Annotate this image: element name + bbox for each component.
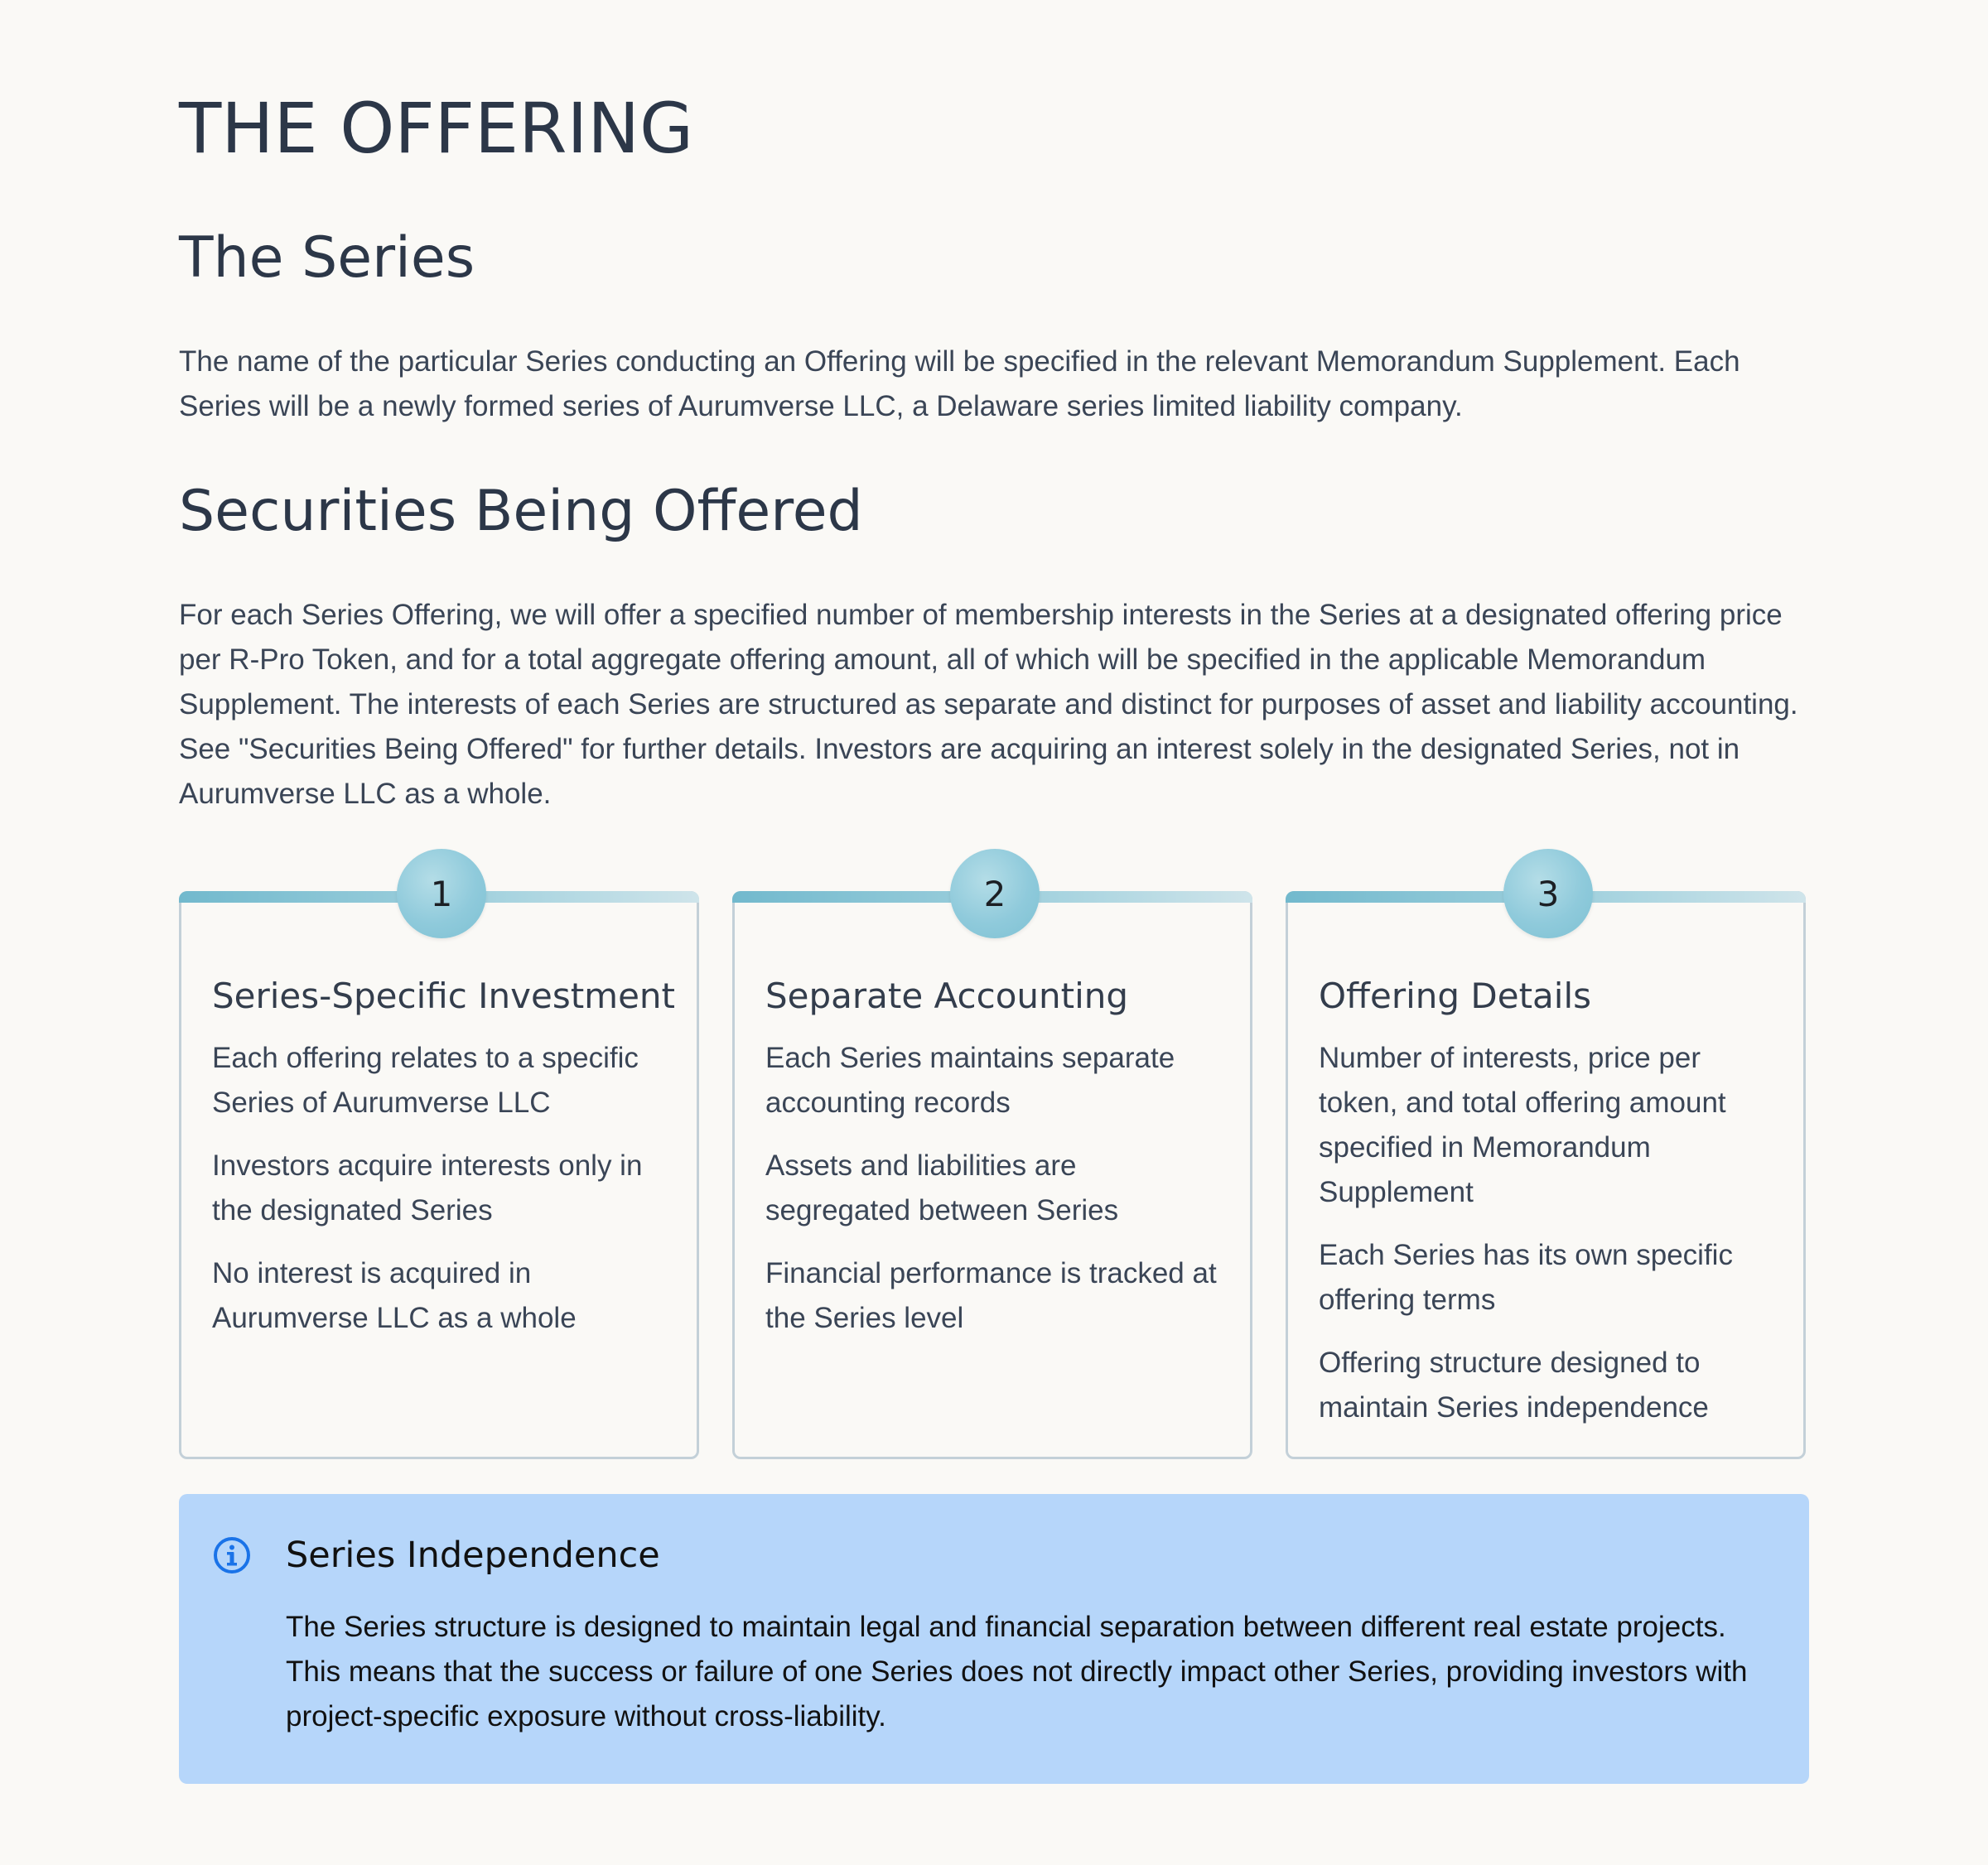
list-item: Each offering relates to a specific Series of Aurumverse LLC: [212, 1042, 639, 1119]
card-number-badge: 1: [397, 849, 486, 938]
card-series-specific-investment: [179, 873, 699, 1459]
list-item: Investors acquire interests only in the designated Series: [212, 1149, 643, 1226]
list-item: No interest is acquired in Aurumverse LLC as a whole: [212, 1257, 577, 1334]
card-number-badge: 3: [1503, 849, 1593, 938]
section-body-the-series: The name of the particular Series conducting an Offering will be specified in the relevant Memorandum Supplement. Each Series will be a newly formed series of Aurumverse LLC, a Delaware series limited liability company.: [179, 345, 1740, 422]
card-list: [1319, 1036, 1783, 1448]
card-title: Series-Specific Investment: [212, 976, 676, 1016]
list-item: Financial performance is tracked at the Series level: [765, 1257, 1217, 1334]
section-heading-securities-being-offered: Securities Being Offered: [179, 479, 863, 544]
list-item: Assets and liabilities are segregated between Series: [765, 1149, 1119, 1226]
card-separate-accounting: [732, 873, 1252, 1459]
section-body-securities-being-offered: For each Series Offering, we will offer a specified number of membership interests in the Series at a designated offering price per R-Pro Token, and for a total aggregate offering amount, all of which will be specified in the applicable Memorandum Supplement. The interests of each Series are structured as separate and distinct for purposes of asset and liability accounting. See "Securities Being Offered" for further details. Investors are acquiring an interest solely in the designated Series, not in Aurumverse LLC as a whole.: [179, 599, 1798, 810]
list-item: Number of interests, price per token, and total offering amount specified in Memorandum Supplement: [1319, 1042, 1726, 1208]
card-offering-details: [1286, 873, 1806, 1459]
card-list: [765, 1036, 1229, 1359]
info-callout: [179, 1494, 1809, 1784]
list-item: Each Series has its own specific offering terms: [1319, 1239, 1733, 1316]
section-heading-the-series: The Series: [179, 225, 475, 291]
card-title: Offering Details: [1319, 976, 1592, 1016]
feature-cards: [179, 850, 1809, 1459]
callout-title: Series Independence: [286, 1535, 660, 1576]
card-number-badge: 2: [950, 849, 1040, 938]
callout-body: The Series structure is designed to maintain legal and financial separation between different real estate projects. This means that the success or failure of one Series does not directly impact other Series, providing investors with project-specific exposure without cross-liability.: [286, 1611, 1748, 1732]
list-item: Offering structure designed to maintain Series independence: [1319, 1347, 1709, 1424]
card-list: [212, 1036, 676, 1359]
page-title: THE OFFERING: [179, 88, 694, 169]
card-title: Separate Accounting: [765, 976, 1129, 1016]
list-item: Each Series maintains separate accounting records: [765, 1042, 1175, 1119]
info-icon: [212, 1535, 252, 1575]
